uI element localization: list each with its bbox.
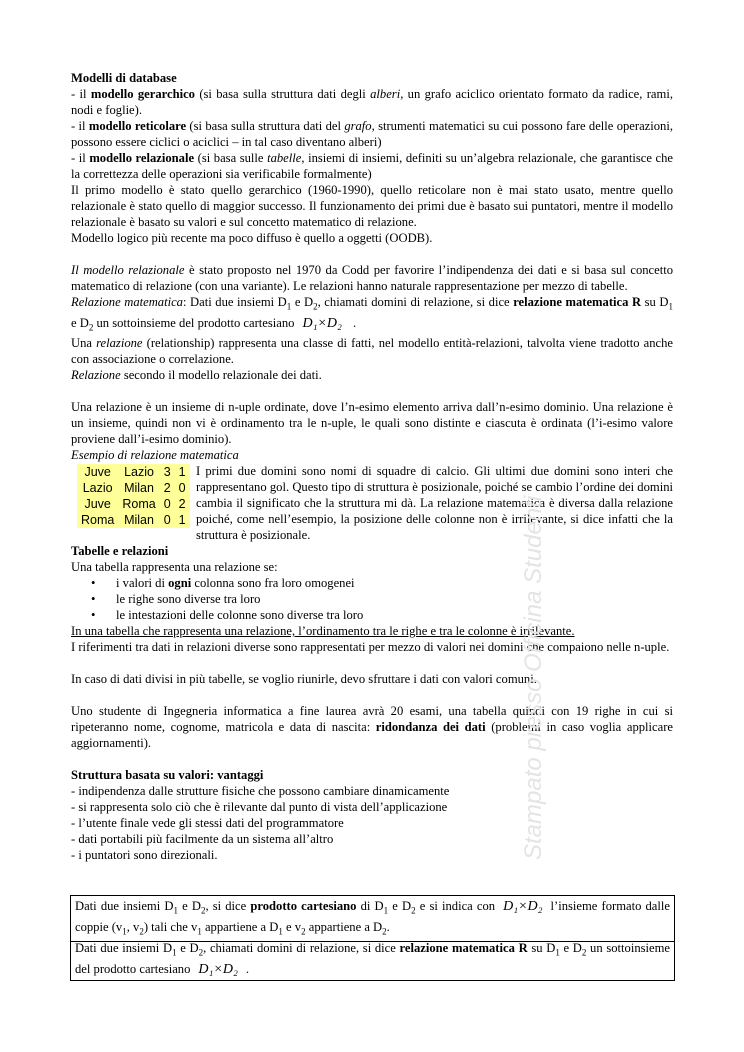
tables-intro: Una tabella rappresenta una relazione se:	[71, 560, 278, 575]
paragraph-join: In caso di dati divisi in più tabelle, se voglio riunirle, devo sfruttare i dati con valori comuni.	[71, 672, 537, 687]
paragraph-relational-model: Il modello relazionale è stato proposto nel 1970 da Codd per favorire l’indipendenza dei dati e si basa sul concetto matematico di relazione (con una variante). Le relazioni hanno naturale rappresentazione per mezzo di tabelle.	[71, 263, 674, 293]
example-explanation: I primi due domini sono nomi di squadre di calcio. Gli ultimi due domini sono interi che rappresentano gol. Questo tipo di struttura è posizionale, poiché se cambio l’ordine dei domini cambia il significato che la struttura mi dà. La relazione matematica è diversa dalla relazione poiché, come nell’esempio, la posizione delle colonne non è irrilevante, si dice infatti che la struttura è posizionale.	[196, 464, 673, 543]
watermark: Stampato presso Officina Studenti	[520, 495, 547, 860]
model-relational: - il modello relazionale (si basa sulle tabelle, insiemi di insiemi, definiti su un’algebra relazionale, che garantisce che la correttezza delle operazioni sia verificabile formalmente)	[71, 151, 673, 181]
paragraph-redundancy: Uno studente di Ingegneria informatica a fine laurea avrà 20 esami, una tabella quindi con 19 righe in cui si ripeteranno nome, cognome, matricola e data di nascita: ridondanza dei dati (problemi in caso voglia applicare aggiornamenti).	[71, 704, 673, 751]
list-item: - si rappresenta solo ciò che è rilevante dal punto di vista dell’applicazione	[71, 800, 448, 815]
model-hierarchical: - il modello gerarchico (si basa sulla struttura dati degli alberi, un grafo aciclico orientato formato da radice, rami, nodi e foglie).	[71, 87, 673, 117]
list-item: - i puntatori sono direzionali.	[71, 848, 218, 863]
paragraph-relation-model: Relazione secondo il modello relazionale dei dati.	[71, 368, 322, 383]
list-item: • i valori di ogni colonna sono fra loro omogenei	[71, 575, 673, 591]
cartesian-product-formula: D₁×D₂	[503, 899, 543, 914]
list-item: • le righe sono diverse tra loro	[71, 591, 673, 607]
example-title: Esempio di relazione matematica	[71, 448, 239, 463]
list-item: - l’utente finale vede gli stessi dati del programmatore	[71, 816, 344, 831]
example-block	[71, 463, 673, 543]
underlined-statement: In una tabella che rappresenta una relazione, l’ordinamento tra le righe e tra le colonne è irrilevante.	[71, 624, 575, 639]
cartesian-product-formula: D₁×D₂	[198, 961, 238, 977]
list-item: - indipendenza dalle strutture fisiche che possono cambiare dinamicamente	[71, 784, 450, 799]
paragraph-oodb: Modello logico più recente ma poco diffuso è quello a oggetti (OODB).	[71, 231, 433, 245]
list-item: • le intestazioni delle colonne sono diverse tra loro	[71, 607, 673, 623]
paragraph-relationship: Una relazione (relationship) rappresenta una classe di fatti, nel modello entità-relazioni, talvolta viene tradotto anche con associazione o correlazione.	[71, 336, 673, 367]
document-body	[71, 70, 673, 863]
list-item: - dati portabili più facilmente da un sistema all’altro	[71, 832, 334, 847]
model-network: - il modello reticolare (si basa sulla struttura dati del grafo, strumenti matematici su cui possono fare delle operazioni, possono essere ciclici o aciclici – in tal caso diventano alberi)	[71, 119, 673, 149]
paragraph-references: I riferimenti tra dati in relazioni diverse sono rappresentati per mezzo di valori nei domini che compaiono nelle n-uple.	[71, 640, 670, 655]
table-row: Lazio Milan 2 0	[77, 480, 190, 496]
definition-box-math-relation: Dati due insiemi $D_1$ e $D_2$, chiamati domini di relazione, si dice relazione matematica R su $D_1$ e $D_2$ un sottoinsieme del prodotto cartesiano D₁×D₂ .	[70, 938, 675, 981]
section-title-database-models: Modelli di database	[71, 71, 177, 85]
table-row: Juve Lazio 3 1	[77, 464, 190, 480]
table-conditions-list	[71, 575, 673, 623]
paragraph-n-tuples: Una relazione è un insieme di n-uple ordinate, dove l’n-esimo elemento arriva dall’n-esimo dominio. Una relazione è un insieme, quindi non vi è ordinamento tra le n-uple, le quali sono distinte e ciascuta è ordinata (l’i-esimo valore proviene dall’i-esimo dominio).	[71, 400, 673, 447]
definition-box-cartesian-product: Dati due insiemi $D_1$ e $D_2$, si dice prodotto cartesiano di $D_1$ e $D_2$ e si indica con D₁×D₂ l’insieme formato dalle coppie ($v_1$, $v_2$) tali che $v_1$ appartiene a $D_1$ e $v_2$ appartiene a $D_2$.	[70, 895, 675, 942]
section-title-tables: Tabelle e relazioni	[71, 544, 169, 559]
table-row: Roma Milan 0 1	[77, 512, 190, 528]
cartesian-product-formula: D₁×D₂	[302, 315, 342, 331]
section-title-advantages: Struttura basata su valori: vantaggi	[71, 768, 264, 783]
paragraph-history: Il primo modello è stato quello gerarchico (1960-1990), quello reticolare non è mai stato usato, mentre quello relazionale è stato quello di maggior successo. Il funzionamento dei primi due è basato sui puntatori, mentre il modello relazionale è basato su valori e sul concetto matematico di relazione.	[71, 183, 673, 229]
table-row: Juve Roma 0 2	[77, 496, 190, 512]
paragraph-math-relation: Relazione matematica: Dati due insiemi $D_1$ e $D_2$, chiamati domini di relazione, si dice relazione matematica R su $D_1$ e $D_2$ un sottoinsieme del prodotto cartesiano D₁×D₂ .	[71, 295, 673, 333]
example-relation-table	[77, 464, 190, 528]
